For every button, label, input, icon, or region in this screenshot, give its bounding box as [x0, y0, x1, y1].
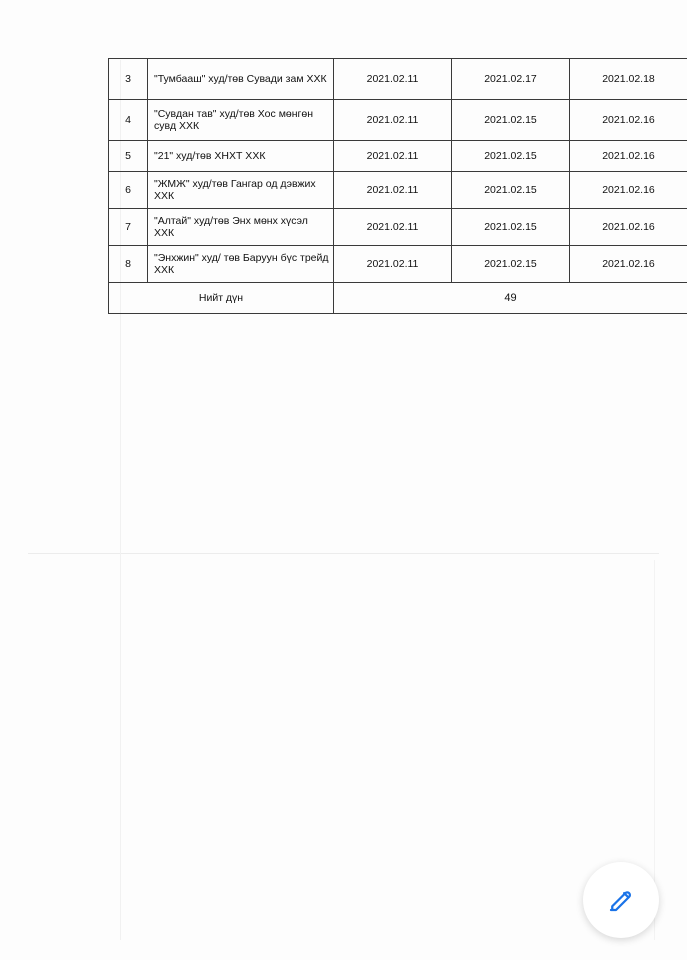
row-number: 4: [109, 100, 148, 141]
row-organization: "Энхжин" худ/ төв Баруун бүс трейд ХХК: [148, 246, 334, 283]
table-row: [109, 209, 687, 246]
edit-fab-button[interactable]: [583, 862, 659, 938]
row-date-2: 2021.02.15: [452, 100, 570, 141]
table-total-row: [109, 283, 687, 314]
table-row: [109, 172, 687, 209]
table-row: [109, 59, 687, 100]
row-date-2: 2021.02.15: [452, 172, 570, 209]
row-number: 6: [109, 172, 148, 209]
row-number: 8: [109, 246, 148, 283]
table-row: [109, 141, 687, 172]
row-date-3: 2021.02.16: [570, 246, 687, 283]
row-date-1: 2021.02.11: [334, 246, 452, 283]
row-date-1: 2021.02.11: [334, 172, 452, 209]
row-organization: "21" худ/төв ХНХТ ХХК: [148, 141, 334, 172]
row-date-3: 2021.02.16: [570, 100, 687, 141]
row-date-1: 2021.02.11: [334, 59, 452, 100]
total-label: Нийт дүн: [109, 283, 334, 314]
row-date-3: 2021.02.18: [570, 59, 687, 100]
row-number: 3: [109, 59, 148, 100]
table-row: [109, 100, 687, 141]
row-date-3: 2021.02.16: [570, 141, 687, 172]
table-row: [109, 246, 687, 283]
row-number: 7: [109, 209, 148, 246]
row-date-3: 2021.02.16: [570, 172, 687, 209]
row-date-1: 2021.02.11: [334, 141, 452, 172]
pencil-icon: [606, 885, 636, 915]
row-organization: "ЖМЖ" худ/төв Гангар од дэвжих ХХК: [148, 172, 334, 209]
scan-fold-line-horizontal: [28, 553, 659, 554]
row-date-2: 2021.02.15: [452, 209, 570, 246]
document-table-container: [108, 58, 655, 314]
row-date-1: 2021.02.11: [334, 100, 452, 141]
row-date-3: 2021.02.16: [570, 209, 687, 246]
row-number: 5: [109, 141, 148, 172]
row-date-2: 2021.02.15: [452, 246, 570, 283]
row-date-2: 2021.02.15: [452, 141, 570, 172]
row-date-2: 2021.02.17: [452, 59, 570, 100]
row-organization: "Алтай" худ/төв Энх мөнх хүсэл ХХК: [148, 209, 334, 246]
row-organization: "Тумбааш" худ/төв Сувади зам ХХК: [148, 59, 334, 100]
row-date-1: 2021.02.11: [334, 209, 452, 246]
document-table: [108, 58, 687, 314]
row-organization: "Сувдан тав" худ/төв Хос мөнгөн сувд ХХК: [148, 100, 334, 141]
total-value: 49: [334, 283, 687, 314]
table-body: [109, 59, 687, 314]
